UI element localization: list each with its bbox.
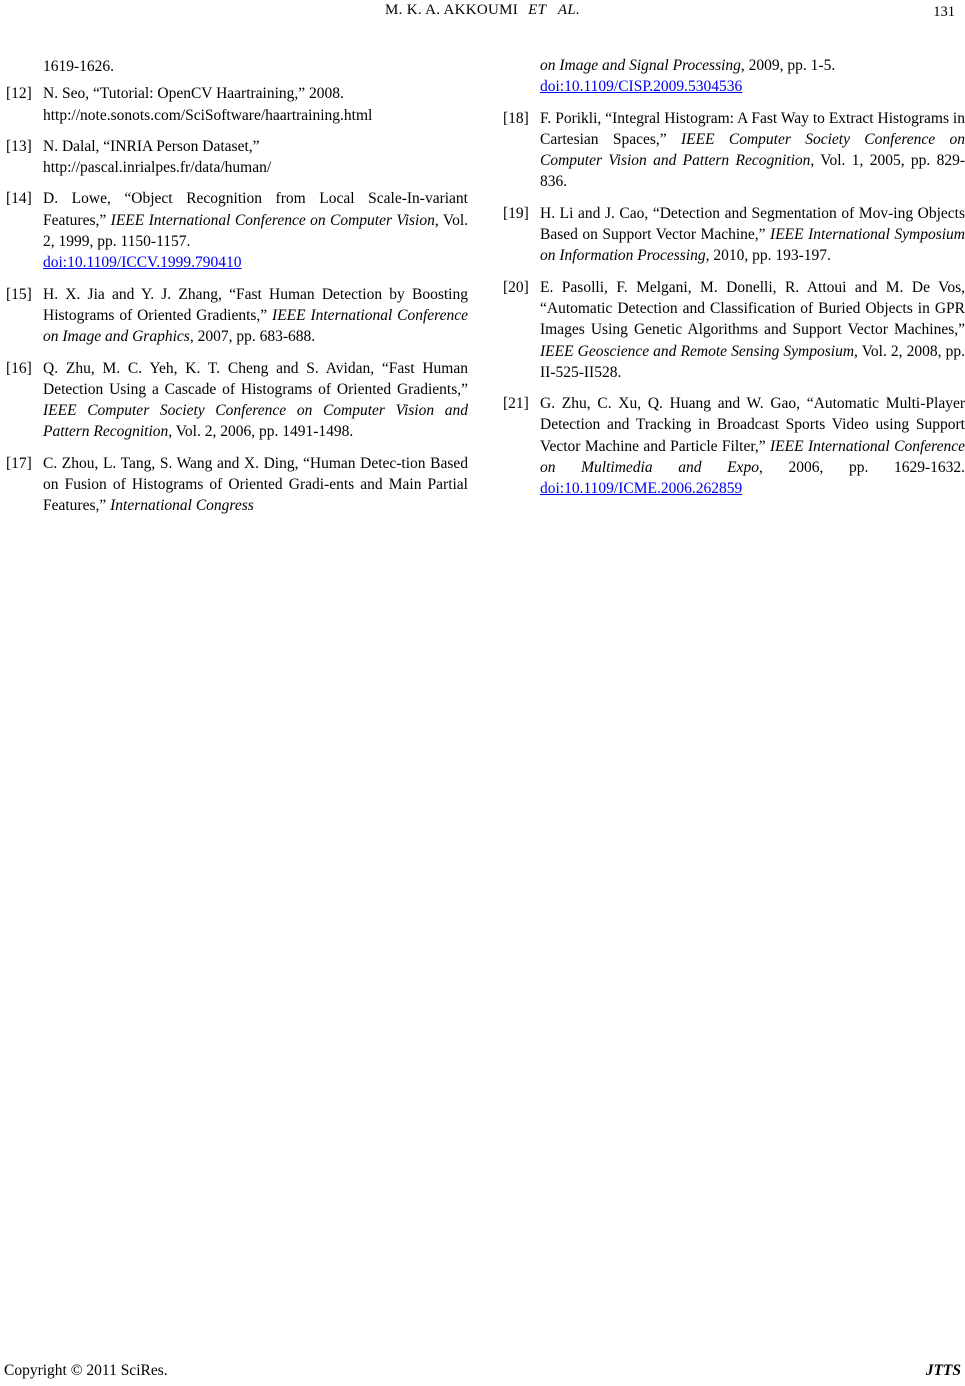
- reference-venue: International Congress: [110, 497, 254, 515]
- reference-continuation: [6, 56, 468, 77]
- reference-text: D. Lowe, “Object Recognition from Local Scale-In-variant Features,”: [43, 190, 468, 229]
- reference-19: [503, 203, 965, 267]
- reference-number: [20]: [503, 278, 529, 296]
- reference-url: http://pascal.inrialpes.fr/data/human/: [43, 159, 272, 177]
- reference-number: [17]: [6, 454, 32, 472]
- doi-link[interactable]: doi:10.1109/CISP.2009.5304536: [540, 78, 743, 96]
- doi-link[interactable]: doi:10.1109/ICCV.1999.790410: [43, 254, 242, 272]
- header-author-etal: ET AL.: [528, 2, 581, 18]
- reference-16: [6, 358, 468, 443]
- references-left-column: [6, 56, 468, 527]
- reference-number: [12]: [6, 85, 32, 103]
- reference-venue: IEEE International Symposium on Information Processing: [540, 226, 965, 265]
- reference-number: [16]: [6, 359, 32, 377]
- reference-text: C. Zhou, L. Tang, S. Wang and X. Ding, “Human Detec-tion Based on Fusion of Histograms of Oriented Gradi-ents and Main Partial Features,”: [43, 454, 468, 515]
- reference-number: [21]: [503, 395, 529, 413]
- reference-text: N. Seo, “Tutorial: OpenCV Haartraining,” 2008.: [43, 85, 344, 103]
- reference-15: [6, 284, 468, 348]
- reference-details: , Vol. 2, 2008, pp. II-525-II528.: [540, 342, 965, 381]
- reference-details: , 2006, pp. 1629-1632.: [758, 459, 965, 477]
- reference-url: http://note.sonots.com/SciSoftware/haartraining.html: [43, 106, 373, 124]
- reference-number: [14]: [6, 190, 32, 208]
- reference-21: [503, 393, 965, 499]
- reference-venue: IEEE Computer Society Conference on Computer Vision and Pattern Recognition: [540, 130, 965, 170]
- footer-journal: JTTS: [925, 1362, 961, 1379]
- reference-text: Q. Zhu, M. C. Yeh, K. T. Cheng and S. Avidan, “Fast Human Detection Using a Cascade of Histograms of Oriented Gradients,”: [43, 359, 468, 398]
- reference-details: , 2007, pp. 683-688.: [189, 328, 316, 346]
- footer-copyright: Copyright © 2011 SciRes.: [4, 1362, 168, 1379]
- reference-13: [6, 136, 468, 179]
- running-header: [0, 0, 965, 20]
- reference-14: [6, 188, 468, 273]
- reference-details: , Vol. 2, 1999, pp. 1150-1157.: [43, 211, 468, 251]
- reference-continuation-text: 1619-1626.: [43, 58, 115, 75]
- reference-text: H. X. Jia and Y. J. Zhang, “Fast Human Detection by Boosting Histograms of Oriented Gradients,”: [43, 285, 468, 324]
- reference-20: [503, 277, 965, 383]
- reference-number: [15]: [6, 285, 32, 303]
- page-number: 131: [933, 4, 955, 20]
- references-right-column: [503, 55, 965, 510]
- reference-details: , 2010, pp. 193-197.: [705, 247, 831, 265]
- reference-details: , Vol. 1, 2005, pp. 829-836.: [540, 152, 965, 191]
- reference-17: [6, 453, 468, 517]
- header-author: M. K. A. AKKOUMI: [384, 2, 519, 18]
- reference-details: , Vol. 2, 2006, pp. 1491-1498.: [168, 423, 354, 441]
- reference-text: H. Li and J. Cao, “Detection and Segmentation of Mov-ing Objects Based on Support Vector Machine,”: [540, 204, 965, 244]
- reference-venue: IEEE Geoscience and Remote Sensing Symposium: [540, 342, 855, 360]
- reference-text: G. Zhu, C. Xu, Q. Huang and W. Gao, “Automatic Multi-Player Detection and Tracking in Broadcast Sports Video using Support Vector Machine and Particle Filter,”: [540, 395, 965, 455]
- reference-venue: IEEE International Conference on Multimedia and Expo: [540, 437, 965, 477]
- reference-number: [13]: [6, 137, 32, 155]
- reference-venue: on Image and Signal Processing: [540, 57, 741, 74]
- reference-venue: IEEE Computer Society Conference on Computer Vision and Pattern Recognition: [43, 402, 468, 441]
- reference-text: F. Porikli, “Integral Histogram: A Fast Way to Extract Histograms in Cartesian Spaces,”: [540, 109, 965, 148]
- reference-18: [503, 108, 965, 193]
- reference-venue: IEEE International Conference on Image and Graphics: [43, 306, 468, 346]
- doi-link[interactable]: doi:10.1109/ICME.2006.262859: [540, 480, 743, 498]
- reference-12: [6, 83, 468, 126]
- reference-number: [18]: [503, 109, 529, 127]
- reference-number: [19]: [503, 204, 529, 222]
- reference-text: E. Pasolli, F. Melgani, M. Donelli, R. Attoui and M. De Vos, “Automatic Detection and Classification of Buried Objects in GPR Images Using Genetic Algorithms and Support Vector Machines,”: [540, 278, 965, 339]
- reference-text: N. Dalal, “INRIA Person Dataset,”: [43, 137, 260, 155]
- reference-17-continuation: [503, 55, 965, 98]
- reference-venue: IEEE International Conference on Computer Vision: [110, 211, 435, 229]
- reference-details: , 2009, pp. 1-5.: [740, 57, 836, 74]
